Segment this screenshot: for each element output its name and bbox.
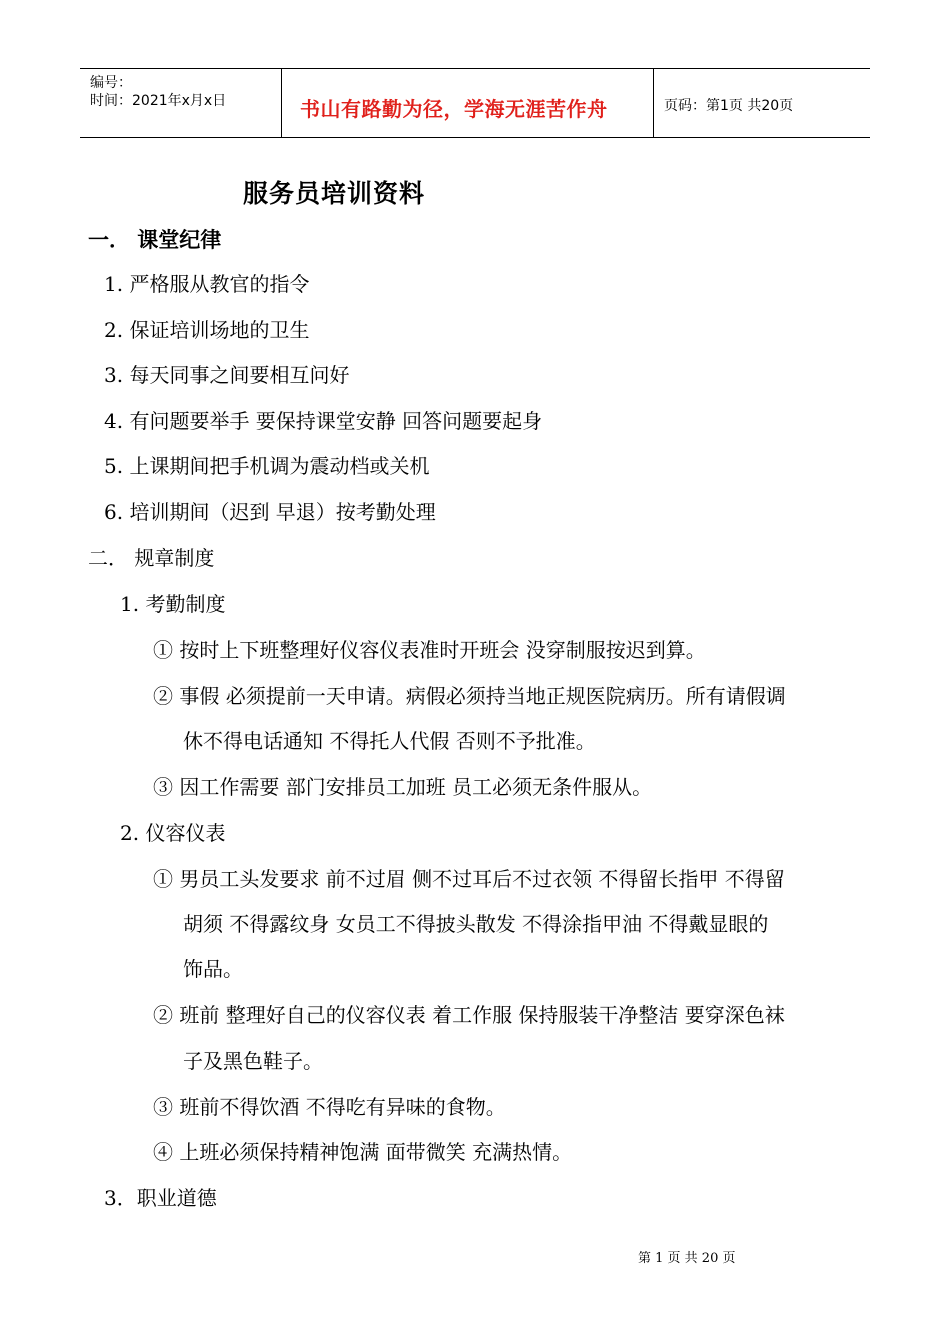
list-item: 6. 培训期间（迟到 早退）按考勤处理 bbox=[104, 500, 436, 524]
motto-text: 书山有路勤为径，学海无涯苦作舟 bbox=[300, 97, 608, 121]
paragraph-line: 休不得电话通知 不得托人代假 否则不予批准。 bbox=[183, 729, 596, 753]
subsection-heading-appearance: 2. 仪容仪表 bbox=[120, 821, 226, 845]
subsection-heading-ethics: 3．职业道德 bbox=[104, 1186, 217, 1210]
section-heading-rules: 二． 规章制度 bbox=[88, 546, 215, 570]
list-item: 2. 保证培训场地的卫生 bbox=[104, 318, 310, 342]
list-item: 3. 每天同事之间要相互问好 bbox=[104, 363, 350, 387]
page-footer: 第 1 页 共 20 页 bbox=[638, 1251, 736, 1266]
paragraph-line: ① 男员工头发要求 前不过眉 侧不过耳后不过衣领 不得留长指甲 不得留 bbox=[153, 867, 785, 891]
list-item: 1. 严格服从教官的指令 bbox=[104, 272, 310, 296]
paragraph-line: ② 班前 整理好自己的仪容仪表 着工作服 保持服装干净整洁 要穿深色袜 bbox=[153, 1003, 785, 1027]
paragraph-line: ① 按时上下班整理好仪容仪表准时开班会 没穿制服按迟到算。 bbox=[153, 638, 706, 662]
paragraph-line: ③ 班前不得饮酒 不得吃有异味的食物。 bbox=[153, 1095, 506, 1119]
paragraph-line: 胡须 不得露纹身 女员工不得披头散发 不得涂指甲油 不得戴显眼的 bbox=[183, 912, 769, 936]
list-item: 4. 有问题要举手 要保持课堂安静 回答问题要起身 bbox=[104, 409, 543, 433]
header-page-cell bbox=[654, 69, 870, 137]
document-title: 服务员培训资料 bbox=[243, 179, 426, 208]
paragraph-line: ③ 因工作需要 部门安排员工加班 员工必须无条件服从。 bbox=[153, 775, 653, 799]
page-info: 页码：第1页 共20页 bbox=[664, 98, 794, 114]
paragraph-line: 饰品。 bbox=[183, 957, 243, 981]
time-label: 时间：2021年x月x日 bbox=[90, 93, 227, 109]
header-meta-cell bbox=[80, 69, 282, 137]
header-motto-cell bbox=[282, 69, 654, 137]
paragraph-line: ④ 上班必须保持精神饱满 面带微笑 充满热情。 bbox=[153, 1140, 573, 1164]
document-header bbox=[80, 68, 870, 138]
section-heading-discipline: 一． 课堂纪律 bbox=[88, 227, 222, 252]
paragraph-line: ② 事假 必须提前一天申请。病假必须持当地正规医院病历。所有请假调 bbox=[153, 684, 786, 708]
subsection-heading-attendance: 1. 考勤制度 bbox=[120, 592, 226, 616]
paragraph-line: 子及黑色鞋子。 bbox=[183, 1049, 323, 1073]
list-item: 5. 上课期间把手机调为震动档或关机 bbox=[104, 454, 430, 478]
number-label: 编号： bbox=[90, 75, 132, 91]
